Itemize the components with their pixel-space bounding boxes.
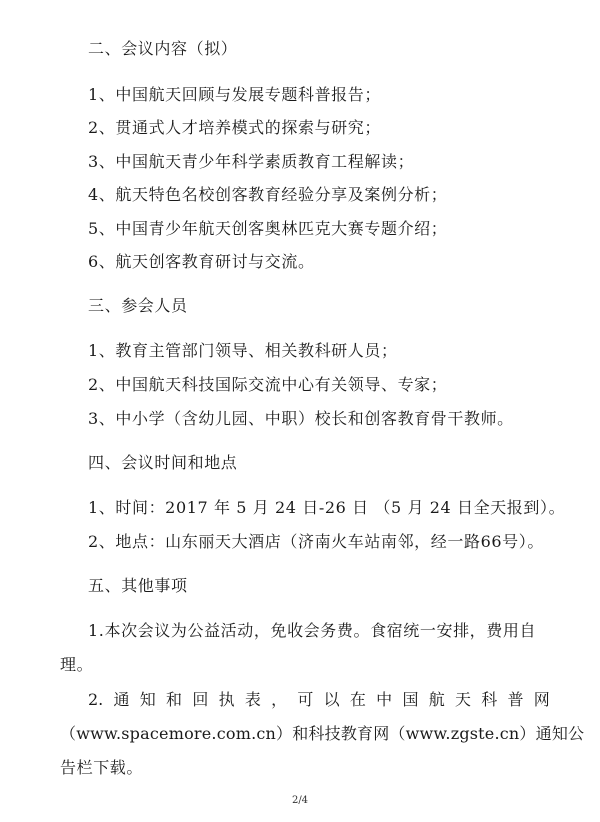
time-item: 1、时间：2017 年 5 月 24 日-26 日 （5 月 24 日全天报到）。 (88, 498, 566, 517)
section-heading-attendees: 三、参会人员 (88, 296, 188, 315)
char: 知 (139, 690, 156, 709)
other-para2-line1 (88, 689, 550, 711)
char: 和 (166, 690, 183, 709)
other-para1-line2: 理。 (60, 655, 94, 674)
char: 天 (454, 690, 471, 709)
other-para2-line2: （www.spacemore.com.cn）和科技教育网（www.zgste.cn）通知公 (60, 724, 585, 743)
char: 网 (533, 690, 550, 709)
section-heading-content: 二、会议内容（拟） (88, 39, 238, 58)
char: ， (271, 690, 288, 709)
char: 2. (88, 690, 104, 709)
other-para1-line1: 1.本次会议为公益活动，免收会务费。食宿统一安排，费用自 (88, 621, 537, 640)
section-heading-other: 五、其他事项 (88, 576, 188, 595)
other-para2-line3: 告栏下载。 (60, 758, 144, 777)
attendees-item-2: 2、中国航天科技国际交流中心有关领导、专家； (88, 375, 448, 394)
content-item-3: 3、中国航天青少年科学素质教育工程解读； (88, 152, 415, 171)
char: 普 (507, 690, 524, 709)
char: 表 (244, 690, 261, 709)
page-number: 2/4 (291, 795, 309, 806)
attendees-item-3: 3、中小学（含幼儿园、中职）校长和创客教育骨干教师。 (88, 409, 514, 428)
char: 国 (402, 690, 419, 709)
content-item-1: 1、中国航天回顾与发展专题科普报告； (88, 85, 381, 104)
char: 中 (376, 690, 393, 709)
char: 执 (218, 690, 235, 709)
char: 航 (428, 690, 445, 709)
content-item-4: 4、航天特色名校创客教育经验分享及案例分析； (88, 185, 448, 204)
char: 科 (481, 690, 498, 709)
char: 在 (349, 690, 366, 709)
attendees-item-1: 1、教育主管部门领导、相关教科研人员； (88, 341, 398, 360)
content-item-5: 5、中国青少年航天创客奥林匹克大赛专题介绍； (88, 219, 448, 238)
char: 以 (323, 690, 340, 709)
section-heading-time-place: 四、会议时间和地点 (88, 453, 238, 472)
char: 回 (192, 690, 209, 709)
place-item: 2、地点：山东丽天大酒店（济南火车站南邻，经一路66号）。 (88, 532, 544, 551)
char: 可 (297, 690, 314, 709)
content-item-2: 2、贯通式人才培养模式的探索与研究； (88, 118, 381, 137)
char: 通 (113, 690, 130, 709)
content-item-6: 6、航天创客教育研讨与交流。 (88, 252, 315, 271)
